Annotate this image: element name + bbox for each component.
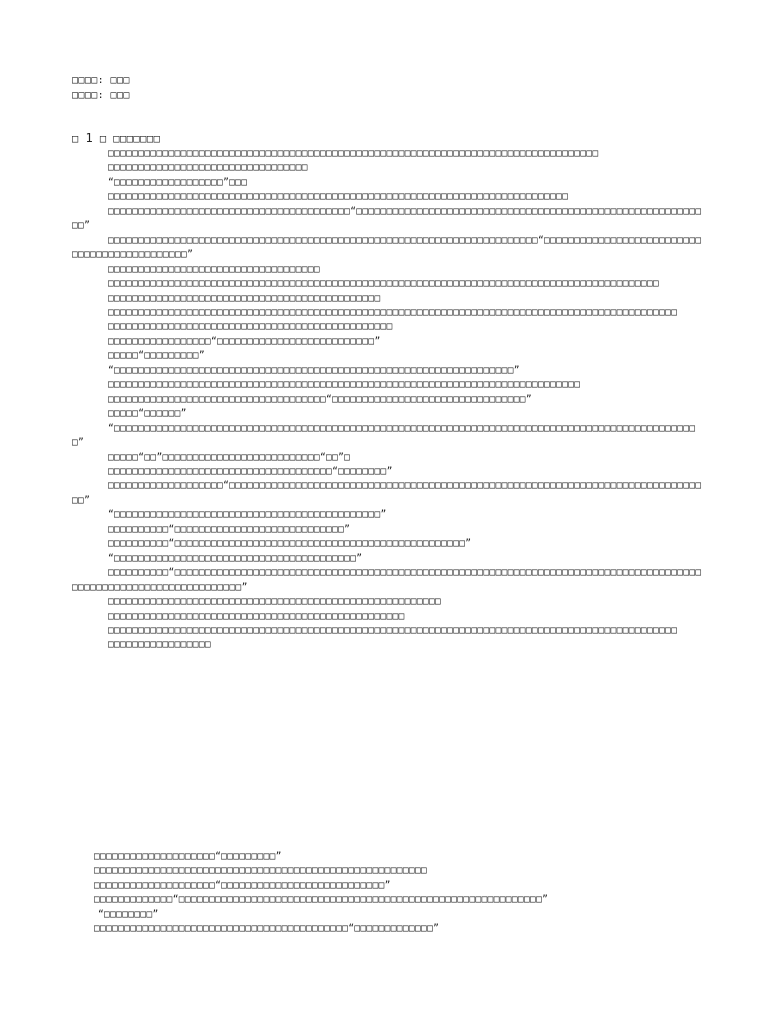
closing-line: □□□□□□□□□□□□□□□□□□□□“□□□□□□□□□” — [94, 851, 282, 862]
paragraph: □□□□□□□□□□□□□□□□□□□□□□□□□□□□□□□□□□□□□□□□□□□□□□□□□□□□□□□□□□□□□□□□□□□□□□□□□□□□ — [108, 191, 569, 203]
paragraph: □□□□□□□□□□□□□□□□□□□□□□□□□□□□□□□□□□□□□□□□□□□□□ — [108, 292, 381, 304]
paragraph: □□□□□□□□□□□□□□□□□□□□□□□□□□□□□□□□□□□□□□□□□□□□□□□□□ — [108, 610, 405, 622]
chapter-section — [72, 130, 702, 653]
chapter-heading — [72, 130, 702, 147]
paragraph: □□□□□□□□□□□□□□□□□□□□□□□□□□□□□□□□□□□□“□□□□□□□□□□□□□□□□□□□□□□□□□□□□□□□□” — [108, 393, 532, 405]
paragraph: “□□□□□□□□□□□□□□□□□□□□□□□□□□□□□□□□□□□□□□□□□□□□□□□□□□□□□□□□□□□□□□□□□□” — [108, 364, 520, 376]
paragraph: □□□□□□□□□□“□□□□□□□□□□□□□□□□□□□□□□□□□□□□□□□□□□□□□□□□□□□□□□□□” — [108, 538, 472, 550]
paragraph: □□□□□□□□□□□□□□□□□□□□□□□□□□□□□□□□□□□□□“□□□□□□□□” — [108, 465, 393, 477]
document-metadata — [72, 74, 130, 103]
paragraph: □□□□□□□□□□□□□□□□□ — [108, 639, 211, 651]
paragraph: □□□□□□□□□□□□□□□□□□□□□□□□□□□□□□□□□□□□□□□□□□□□□□□□□□□□□□□ — [108, 596, 442, 608]
chapter-heading-suffix: □ □□□□□□□ — [99, 133, 161, 145]
paragraph: □□□□□□□□□□“□□□□□□□□□□□□□□□□□□□□□□□□□□□□□□□□□□□□□□□□□□□□□□□□□□□□□□□□□□□□□□□□□□□□□□□□□□□□□□□□□□□□□□□□□□□□□□□□□□□□□□□□□□□□□□□□□□□” — [72, 567, 702, 593]
paragraph: “□□□□□□□□□□□□□□□□□□□□□□□□□□□□□□□□□□□□□□□□□□□□□□□□□□□□□□□□□□□□□□□□□□□□□□□□□□□□□□□□□□□□□□□□□□□□□□□□□” — [72, 422, 696, 449]
paragraph: □□□□□□□□□□□□□□□□□□□□□□□□□□□□□□□□□□□□□□□□□□□□□□□□□□□□□□□□□□□□□□□□□□□□□□□□□□□□□□□□□□□□□□□□□□□ — [108, 278, 660, 290]
paragraph: “□□□□□□□□□□□□□□□□□□”□□□ — [108, 176, 248, 188]
paragraph: □□□□□“□□”□□□□□□□□□□□□□□□□□□□□□□□□□□“□□”□ — [108, 451, 351, 463]
metadata-line: □□□□: □□□ — [72, 89, 130, 101]
closing-line: “□□□□□□□□” — [98, 908, 159, 920]
paragraph: □□□□□□□□□□□□□□□□□□□□□□□□□□□□□□□□□□□ — [108, 263, 320, 275]
paragraph: □□□□□□□□□□□□□□□□□□□□□□□□□□□□□□□□□ — [108, 162, 308, 174]
paragraph: “□□□□□□□□□□□□□□□□□□□□□□□□□□□□□□□□□□□□□□□□” — [108, 552, 363, 564]
paragraph: □□□□□□□□□□□□□□□□□□□“□□□□□□□□□□□□□□□□□□□□□□□□□□□□□□□□□□□□□□□□□□□□□□□□□□□□□□□□□□□□□□□□□□□□□□□□□□□□□□□□” — [72, 480, 702, 506]
closing-block — [94, 850, 694, 937]
paragraph: □□□□□□□□□□□□□□□□□□□□□□□□□□□□□□□□□□□□□□□□□□□□□□□□□□□□□□□□□□□□□□□□□□□□□□□□□□□□□□□□□ — [108, 148, 599, 159]
chapter-body — [72, 147, 702, 653]
paragraph: □□□□□□□□□□□□□□□□□“□□□□□□□□□□□□□□□□□□□□□□□□□□” — [108, 335, 381, 347]
metadata-line: □□□□: □□□ — [72, 75, 130, 86]
paragraph: □□□□□“□□□□□□□□□” — [108, 350, 205, 362]
paragraph: □□□□□□□□□□□□□□□□□□□□□□□□□□□□□□□□□□□□□□□□□□□□□□□□□□□□□□□□□□□□□□□□□□□□□□□□□□□□□□ — [108, 379, 581, 391]
closing-line: □□□□□□□□□□□□□□□□□□□□□□□□□□□□□□□□□□□□□□□□□□□□□□□□□□□□□□□ — [94, 865, 428, 877]
paragraph: □□□□□□□□□□□□□□□□□□□□□□□□□□□□□□□□□□□□□□□□□□□□□□□ — [108, 321, 393, 333]
closing-line: □□□□□□□□□□□□□“□□□□□□□□□□□□□□□□□□□□□□□□□□□□□□□□□□□□□□□□□□□□□□□□□□□□□□□□□□□□” — [94, 894, 549, 906]
closing-line: □□□□□□□□□□□□□□□□□□□□“□□□□□□□□□□□□□□□□□□□□□□□□□□□” — [94, 879, 391, 891]
chapter-heading-prefix: □ — [72, 133, 79, 145]
closing-line: □□□□□□□□□□□□□□□□□□□□□□□□□□□□□□□□□□□□□□□□□□“□□□□□□□□□□□□□” — [94, 923, 440, 935]
chapter-number: 1 — [85, 131, 94, 145]
paragraph: □□□□□“□□□□□□” — [108, 408, 187, 420]
paragraph: “□□□□□□□□□□□□□□□□□□□□□□□□□□□□□□□□□□□□□□□□□□□□” — [108, 509, 387, 521]
paragraph: □□□□□□□□□□□□□□□□□□□□□□□□□□□□□□□□□□□□□□□□□□□□□□□□□□□□□□□□□□□□□□□□□□□□□□□□□□□□□□□□□□□□□□□□□□□□□□ — [108, 624, 678, 636]
paragraph: □□□□□□□□□□“□□□□□□□□□□□□□□□□□□□□□□□□□□□□” — [108, 523, 351, 535]
paragraph: □□□□□□□□□□□□□□□□□□□□□□□□□□□□□□□□□□□□□□□□“□□□□□□□□□□□□□□□□□□□□□□□□□□□□□□□□□□□□□□□□□□□□□□□□□□□□□□□□□□□” — [72, 205, 702, 232]
paragraph: □□□□□□□□□□□□□□□□□□□□□□□□□□□□□□□□□□□□□□□□□□□□□□□□□□□□□□□□□□□□□□□□□□□□□□□“□□□□□□□□□□□□□□□□□□□□□□□□□□□□□□□□□□□□□□□□□□□□□” — [72, 234, 702, 261]
paragraph: □□□□□□□□□□□□□□□□□□□□□□□□□□□□□□□□□□□□□□□□□□□□□□□□□□□□□□□□□□□□□□□□□□□□□□□□□□□□□□□□□□□□□□□□□□□□□□ — [108, 306, 678, 318]
